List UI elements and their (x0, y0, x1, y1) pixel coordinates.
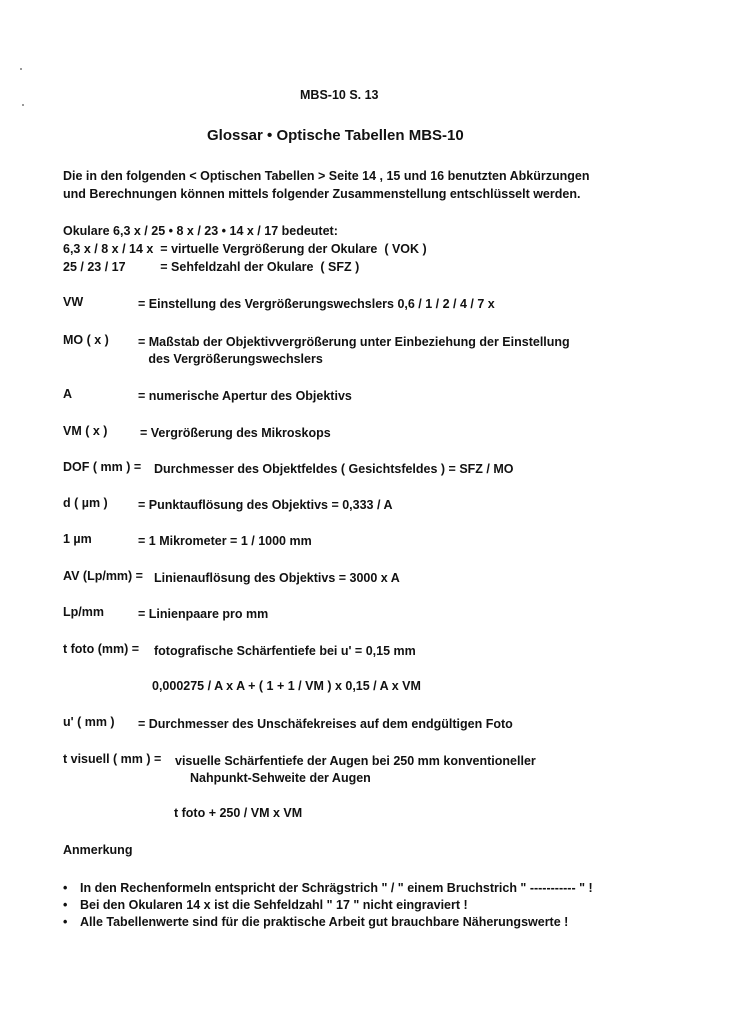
entry-term: u' ( mm ) (63, 715, 115, 729)
entry-term: VW (63, 295, 84, 309)
entry-term: Lp/mm (63, 605, 104, 619)
entry-term: A (63, 387, 73, 401)
okulare-line: Okulare 6,3 x / 25 • 8 x / 23 • 14 x / 17 bedeutet: (63, 224, 338, 238)
notes-heading: Anmerkung (63, 843, 133, 857)
entry-definition-cont: des Vergrößerungswechslers (138, 352, 323, 366)
entry-term: DOF ( mm ) = (63, 460, 142, 474)
scan-speck (22, 104, 24, 106)
entry-definition: fotografische Schärfentiefe bei u' = 0,15 mm (154, 644, 416, 658)
entry-definition: = 1 Mikrometer = 1 / 1000 mm (138, 534, 312, 548)
entry-definition: = Vergrößerung des Mikroskops (140, 426, 331, 440)
note-item (63, 880, 593, 897)
note-text: Bei den Okularen 14 x ist die Sehfeldzahl " 17 " nicht eingraviert ! (80, 898, 468, 912)
entry-term: AV (Lp/mm) = (63, 569, 143, 583)
entry-term: MO ( x ) (63, 333, 109, 347)
entry-term: t foto (mm) = (63, 642, 140, 656)
page-title: Glossar • Optische Tabellen MBS-10 (207, 127, 464, 144)
entry-definition-cont: Nahpunkt-Sehweite der Augen (190, 771, 371, 785)
entry-definition: = Maßstab der Objektivvergrößerung unter Einbeziehung der Einstellung (138, 335, 570, 349)
intro-line: Die in den folgenden < Optischen Tabellen > Seite 14 , 15 und 16 benutzten Abkürzungen (63, 169, 590, 183)
entry-term: t visuell ( mm ) = (63, 752, 162, 766)
bullet-icon: • (63, 915, 68, 929)
entry-term: VM ( x ) (63, 424, 108, 438)
note-text: In den Rechenformeln entspricht der Schrägstrich " / " einem Bruchstrich " ----------- " ! (80, 881, 593, 895)
notes-list (63, 880, 593, 931)
entry-definition: visuelle Schärfentiefe der Augen bei 250 mm konventioneller (175, 754, 536, 768)
entry-definition: = Linienpaare pro mm (138, 607, 269, 621)
entry-definition: Linienauflösung des Objektivs = 3000 x A (154, 571, 400, 585)
note-text: Alle Tabellenwerte sind für die praktische Arbeit gut brauchbare Näherungswerte ! (80, 915, 569, 929)
entry-definition: = Punktauflösung des Objektivs = 0,333 / A (138, 498, 393, 512)
entry-definition: = numerische Apertur des Objektivs (138, 389, 352, 403)
formula-tfoto: 0,000275 / A x A + ( 1 + 1 / VM ) x 0,15 / A x VM (152, 679, 421, 693)
note-item (63, 914, 593, 931)
entry-term: d ( µm ) (63, 496, 108, 510)
note-item (63, 897, 593, 914)
intro-paragraph (63, 167, 589, 203)
bullet-icon: • (63, 881, 68, 895)
entry-definition: Durchmesser des Objektfeldes ( Gesichtsfeldes ) = SFZ / MO (154, 462, 514, 476)
page-header: MBS-10 S. 13 (300, 88, 379, 102)
scan-speck (20, 68, 22, 70)
okulare-block (63, 222, 427, 276)
entry-definition: = Einstellung des Vergrößerungswechslers 0,6 / 1 / 2 / 4 / 7 x (138, 297, 495, 311)
entry-definition: = Durchmesser des Unschäfekreises auf dem endgültigen Foto (138, 717, 513, 731)
intro-line: und Berechnungen können mittels folgender Zusammenstellung entschlüsselt werden. (63, 187, 581, 201)
bullet-icon: • (63, 898, 68, 912)
okulare-line: 25 / 23 / 17 = Sehfeldzahl der Okulare ( SFZ ) (63, 260, 360, 274)
entry-term: 1 µm (63, 532, 92, 546)
formula-tvisuell: t foto + 250 / VM x VM (174, 806, 303, 820)
okulare-line: 6,3 x / 8 x / 14 x = virtuelle Vergrößerung der Okulare ( VOK ) (63, 242, 427, 256)
